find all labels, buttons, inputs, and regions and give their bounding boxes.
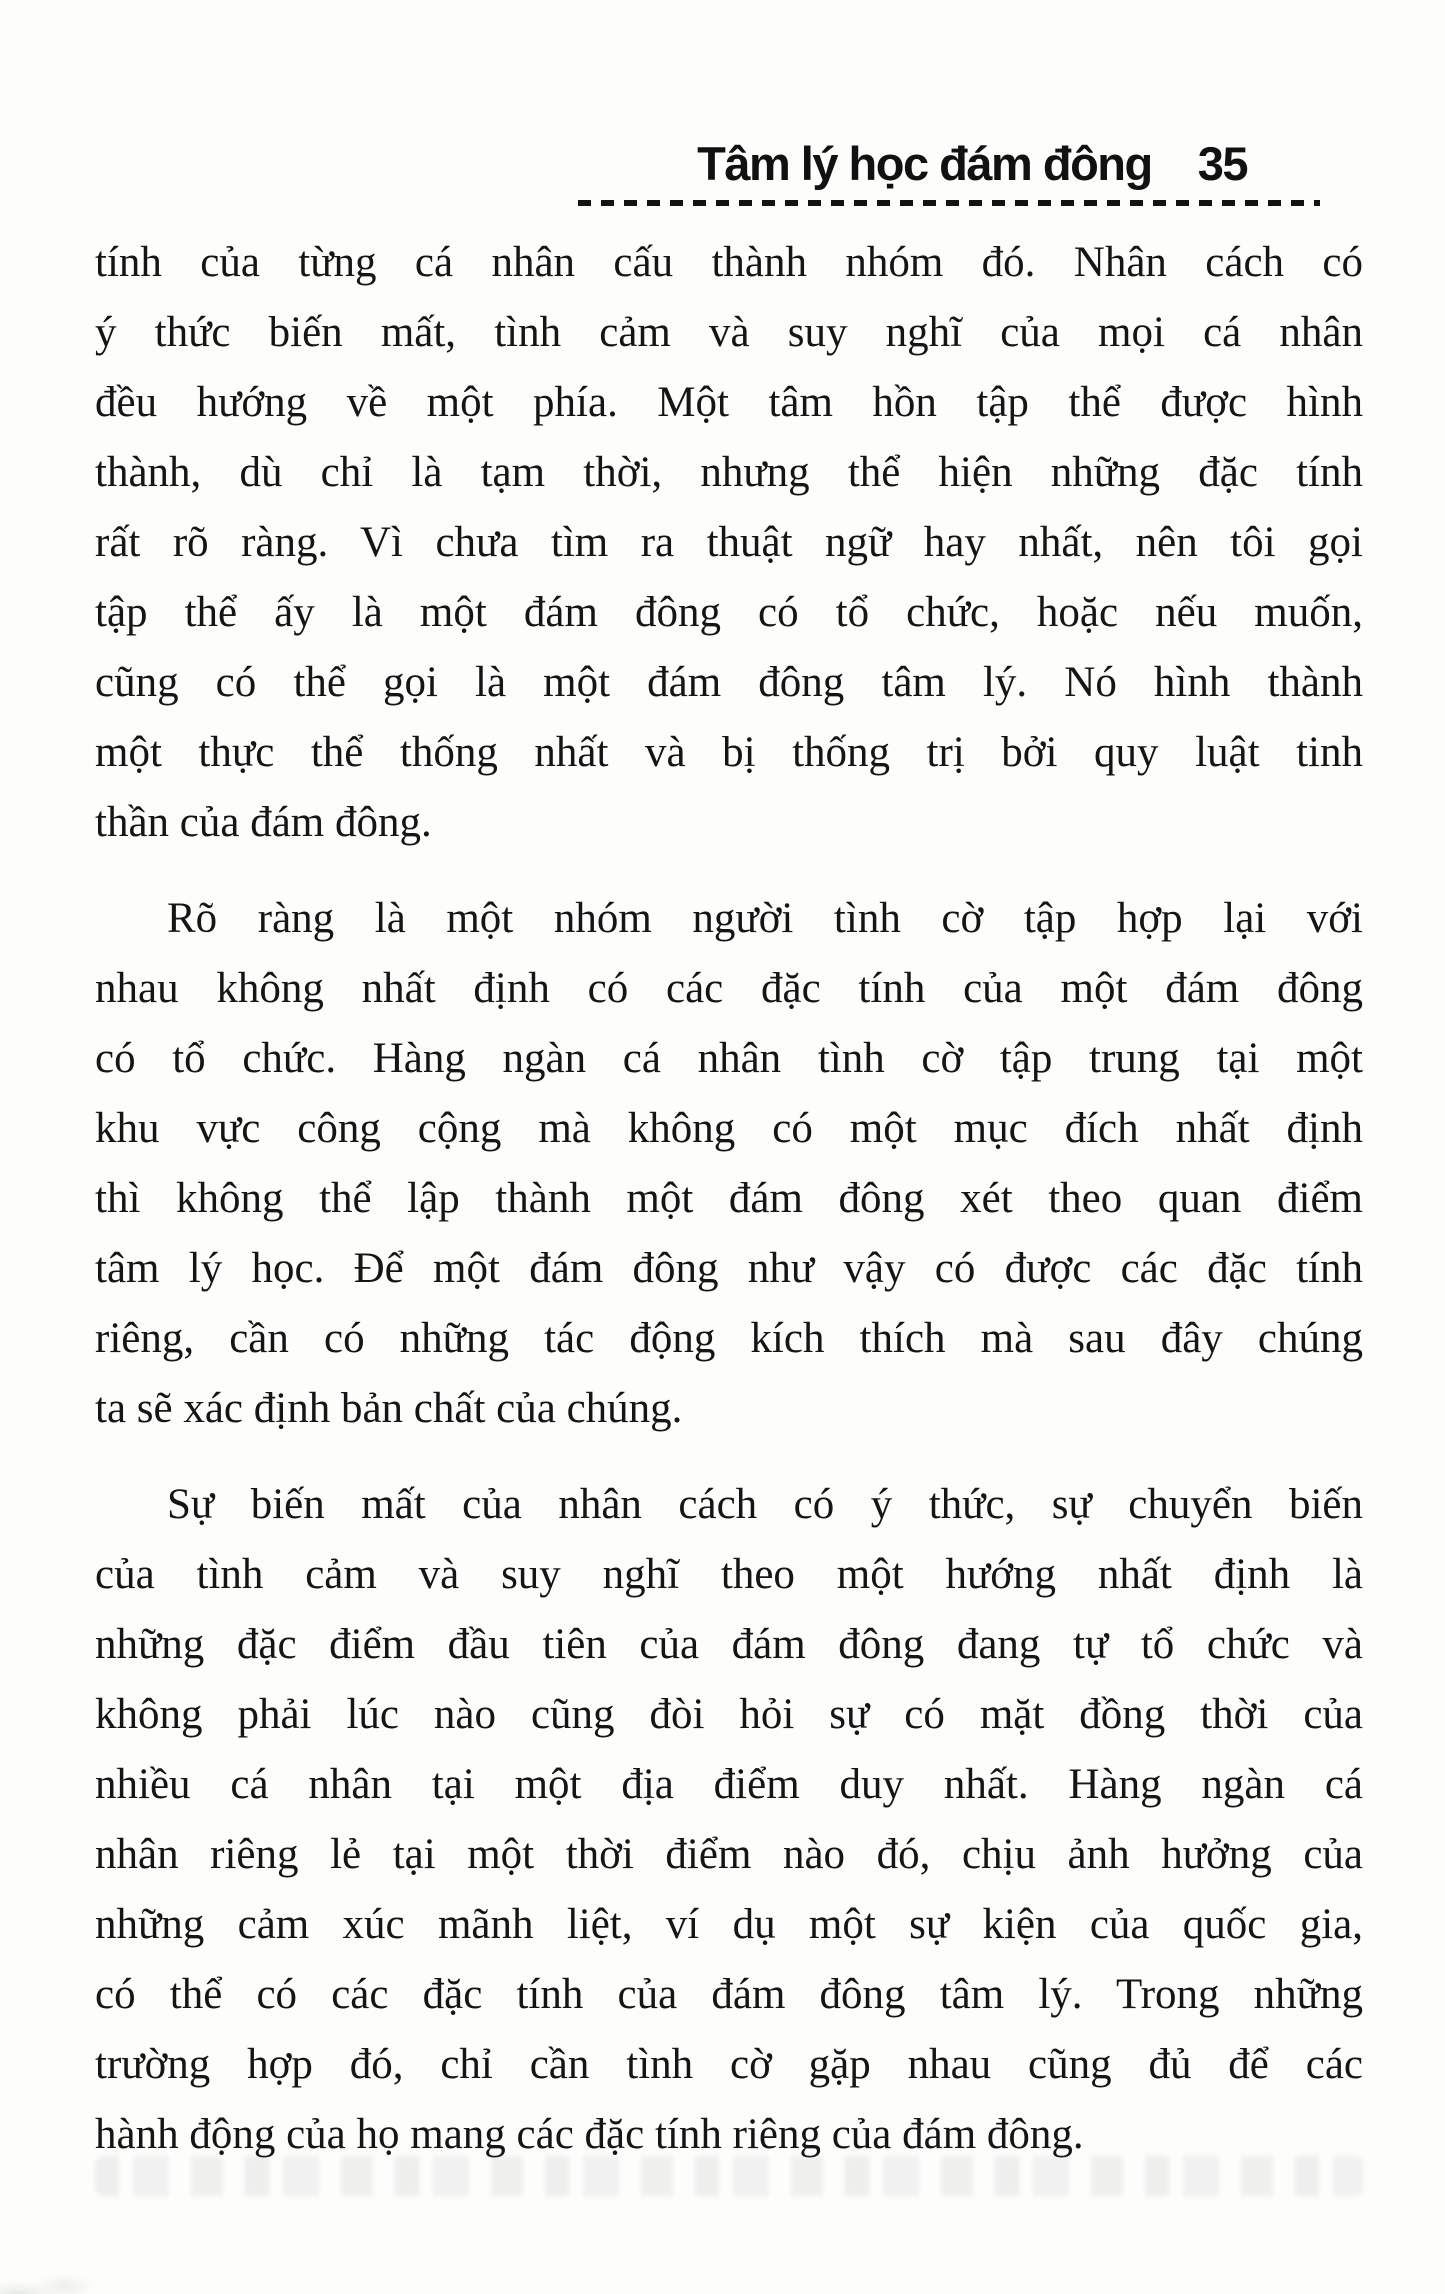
text-line: không phải lúc nào cũng đòi hỏi sự có mặt đồng thời của — [95, 1691, 1363, 1738]
header-dashed-rule — [578, 200, 1320, 206]
page-number: 35 — [1197, 137, 1247, 190]
running-header — [697, 136, 1247, 191]
page-body — [95, 228, 1363, 2170]
text-line: tính của từng cá nhân cấu thành nhóm đó. Nhân cách có — [95, 239, 1363, 286]
text-line: Rõ ràng là một nhóm người tình cờ tập hợp lại với — [167, 895, 1363, 942]
text-line: những đặc điểm đầu tiên của đám đông đang tự tổ chức và — [95, 1621, 1363, 1668]
text-line: khu vực công cộng mà không có một mục đích nhất định — [95, 1105, 1363, 1152]
text-line: cũng có thể gọi là một đám đông tâm lý. Nó hình thành — [95, 659, 1363, 706]
text-line: nhau không nhất định có các đặc tính của một đám đông — [95, 965, 1363, 1012]
text-line: thần của đám đông. — [95, 799, 432, 846]
text-line: của tình cảm và suy nghĩ theo một hướng nhất định là — [95, 1551, 1363, 1598]
text-line: riêng, cần có những tác động kích thích mà sau đây chúng — [95, 1315, 1363, 1362]
text-line: Sự biến mất của nhân cách có ý thức, sự chuyển biến — [167, 1481, 1363, 1528]
show-through-ghost-text — [95, 2156, 1363, 2196]
text-line: tập thể ấy là một đám đông có tổ chức, hoặc nếu muốn, — [95, 589, 1363, 636]
text-line: những cảm xúc mãnh liệt, ví dụ một sự kiện của quốc gia, — [95, 1901, 1363, 1948]
text-line: ý thức biến mất, tình cảm và suy nghĩ của mọi cá nhân — [95, 309, 1363, 356]
text-line: ta sẽ xác định bản chất của chúng. — [95, 1385, 683, 1432]
paragraph — [95, 884, 1363, 1444]
text-line: có tổ chức. Hàng ngàn cá nhân tình cờ tập trung tại một — [95, 1035, 1363, 1082]
text-line: nhân riêng lẻ tại một thời điểm nào đó, chịu ảnh hưởng của — [95, 1831, 1363, 1878]
text-line: nhiều cá nhân tại một địa điểm duy nhất. Hàng ngàn cá — [95, 1761, 1363, 1808]
text-line: đều hướng về một phía. Một tâm hồn tập thể được hình — [95, 379, 1363, 426]
book-title: Tâm lý học đám đông — [697, 137, 1152, 190]
text-line: trường hợp đó, chỉ cần tình cờ gặp nhau cũng đủ để các — [95, 2041, 1363, 2088]
text-line: một thực thể thống nhất và bị thống trị bởi quy luật tinh — [95, 729, 1363, 776]
text-line: thì không thể lập thành một đám đông xét theo quan điểm — [95, 1175, 1363, 1222]
paragraph — [95, 228, 1363, 858]
text-line: hành động của họ mang các đặc tính riêng của đám đông. — [95, 2111, 1084, 2158]
text-line: có thể có các đặc tính của đám đông tâm lý. Trong những — [95, 1971, 1363, 2018]
corner-smudge — [0, 2246, 120, 2294]
text-line: tâm lý học. Để một đám đông như vậy có được các đặc tính — [95, 1245, 1363, 1292]
text-line: thành, dù chỉ là tạm thời, nhưng thể hiện những đặc tính — [95, 449, 1363, 496]
paragraph — [95, 1470, 1363, 2170]
text-line: rất rõ ràng. Vì chưa tìm ra thuật ngữ hay nhất, nên tôi gọi — [95, 519, 1363, 566]
